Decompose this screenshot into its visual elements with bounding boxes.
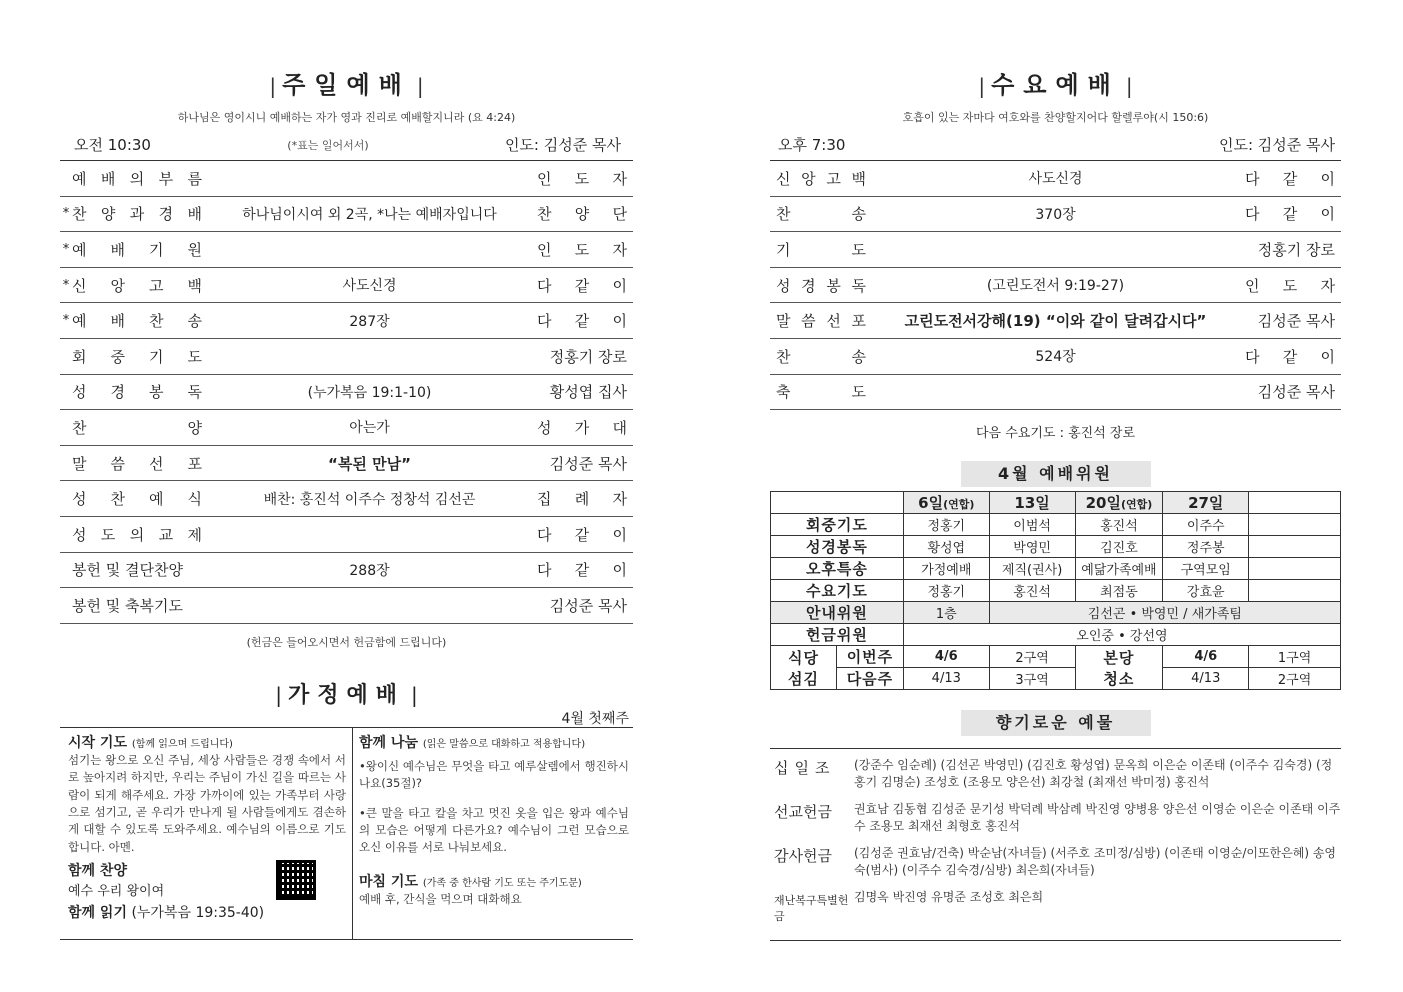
duty-cell: 박영민 <box>989 536 1075 558</box>
clean-label-1: 본당 <box>1103 648 1135 667</box>
order-leader <box>537 168 627 189</box>
char: 배 <box>100 169 116 188</box>
meal-label-1: 식당 <box>788 648 819 667</box>
order-item <box>72 346 202 367</box>
date-day: 6일 <box>918 494 944 513</box>
song-name: 예수 우리 왕이여 <box>68 884 165 900</box>
gift-label: 감사헌금 <box>774 847 832 866</box>
char: 신 <box>72 276 87 295</box>
guide-floor: 1층 <box>903 602 989 624</box>
char: 중 <box>110 347 125 366</box>
char: 신 <box>776 169 791 188</box>
order-row <box>60 446 633 482</box>
char: 같 <box>1282 347 1298 366</box>
order-item <box>72 453 202 474</box>
next-week-label: 다음주 <box>846 670 894 689</box>
order-item <box>72 275 202 296</box>
char: 부 <box>158 169 174 188</box>
sunday-column <box>60 0 633 940</box>
char: 포 <box>187 454 202 473</box>
close-prayer-heading: 마침 기도 (가족 중 한사람 기도 또는 주기도문) <box>359 873 582 890</box>
char: 이 <box>1320 169 1335 188</box>
char: 같 <box>574 276 590 295</box>
duty-header-row <box>771 492 1341 514</box>
char: 선 <box>149 454 164 473</box>
char: 제 <box>187 525 202 544</box>
standing-note: (*표는 일어서서) <box>287 138 369 152</box>
order-row <box>770 303 1341 339</box>
char: 이 <box>612 312 627 331</box>
clean-next-date: 4/13 <box>1163 668 1249 690</box>
family-right <box>353 728 633 939</box>
char: 배 <box>110 240 125 259</box>
char: 경 <box>158 205 174 224</box>
order-item <box>72 488 202 509</box>
duty-label: 성경봉독 <box>771 536 904 558</box>
char: 도 <box>1282 276 1298 295</box>
this-week-label: 이번주 <box>837 646 903 668</box>
order-leader <box>537 310 627 331</box>
meal-next-date: 4/13 <box>903 668 989 690</box>
char: 성 <box>537 418 552 437</box>
char: 이 <box>612 276 627 295</box>
share-question-1: •왕이신 예수님은 무엇을 타고 예루살렘에서 행진하시나요(35절)? <box>359 758 629 791</box>
order-leader <box>1245 346 1335 367</box>
duty-cell: 제직(권사) <box>989 558 1075 580</box>
char: 양 <box>574 205 590 224</box>
order-content: 고린도전서강해(19) “이와 같이 달려갑시다” <box>904 312 1207 331</box>
char: 다 <box>1245 169 1260 188</box>
char: 성 <box>776 276 791 295</box>
char: 다 <box>1245 347 1260 366</box>
duty-corner <box>771 492 904 514</box>
order-item <box>776 168 866 189</box>
char: 축 <box>776 383 791 402</box>
char: 예 <box>149 490 164 509</box>
char: 같 <box>574 561 590 580</box>
duty-title: 4월 예배위원 <box>961 461 1151 487</box>
duty-cell: 예닮가족예배 <box>1075 558 1163 580</box>
char: 다 <box>1245 205 1260 224</box>
char: 경 <box>801 276 816 295</box>
meal-this-group: 2구역 <box>989 646 1075 668</box>
stand-mark: * <box>62 313 70 329</box>
duty-blank <box>1249 558 1341 580</box>
char: 찬 <box>537 205 552 224</box>
offering-note: (헌금은 들어오시면서 헌금함에 드립니다) <box>246 635 447 649</box>
family-title: | 가정예배 | <box>275 682 418 708</box>
sunday-time: 오전 10:30 <box>74 136 151 154</box>
duty-cell: 강효윤 <box>1163 580 1249 602</box>
order-row <box>770 232 1341 268</box>
order-leader <box>537 203 627 224</box>
char: 배 <box>110 312 125 331</box>
wednesday-order-list <box>770 161 1341 410</box>
duty-cell: 홍진석 <box>1075 514 1163 536</box>
order-content: 아는가 <box>349 420 390 437</box>
sunday-verse: 하나님은 영이시니 예배하는 자가 영과 진리로 예배할지니라 (요 4:24) <box>177 111 516 124</box>
order-content: 287장 <box>349 313 390 330</box>
order-content: 524장 <box>1035 349 1076 366</box>
order-content: 288장 <box>349 562 390 579</box>
char: 자 <box>612 240 627 259</box>
order-item <box>72 381 202 402</box>
char: 도 <box>100 525 116 544</box>
duty-row <box>771 536 1341 558</box>
char: 인 <box>1245 276 1260 295</box>
char: 이 <box>612 525 627 544</box>
order-item <box>72 203 202 224</box>
order-row <box>770 339 1341 375</box>
char: 찬 <box>72 418 87 437</box>
order-leader: 김성준 목사 <box>1257 383 1335 402</box>
char: 말 <box>72 454 87 473</box>
char: 집 <box>537 490 552 509</box>
order-row <box>770 197 1341 233</box>
gift-label: 십일조 <box>774 759 836 778</box>
char: 성 <box>72 525 87 544</box>
gift-names: (김성준 권효남/건축) 박순남(자녀들) (서주호 조미정/심방) (이존태 이영순/이또한은혜) 송영숙(범사) (이주수 김숙경/심방) 최은희(자녀들) <box>854 846 1337 878</box>
order-leader <box>1245 275 1335 296</box>
char: 교 <box>158 525 174 544</box>
char: 예 <box>72 240 87 259</box>
char: 단 <box>612 205 627 224</box>
order-row <box>60 268 633 304</box>
order-row <box>60 339 633 375</box>
guide-names: 김선곤 • 박영민 / 새가족팀 <box>989 602 1340 624</box>
char: 자 <box>612 169 627 188</box>
order-leader: 김성준 목사 <box>549 454 627 473</box>
duty-date <box>1075 492 1163 514</box>
char: 기 <box>149 347 164 366</box>
next-prayer-note: 다음 수요기도 : 홍진석 장로 <box>975 426 1136 442</box>
order-leader: 황성엽 집사 <box>549 383 627 402</box>
gift-row <box>770 845 1341 879</box>
wednesday-leader: 인도: 김성준 목사 <box>1218 136 1335 154</box>
order-row <box>60 303 633 339</box>
share-question-2: •큰 말을 타고 칼을 차고 멋진 옷을 입은 왕과 예수님의 모습은 어떻게 다른가요? 예수님이 그런 모습으로 오신 이유를 서로 나눠보세요. <box>359 805 629 855</box>
meal-label-2: 섬김 <box>788 669 819 688</box>
char: 찬 <box>149 312 164 331</box>
char: 앙 <box>801 169 816 188</box>
char: 식 <box>187 490 202 509</box>
meal-title <box>771 646 837 689</box>
char: 인 <box>537 240 552 259</box>
order-item <box>776 310 866 331</box>
char: 의 <box>129 169 145 188</box>
char: 도 <box>187 347 202 366</box>
order-leader <box>1245 203 1335 224</box>
order-content: “복된 만남” <box>328 454 411 473</box>
char: 이 <box>1320 205 1335 224</box>
gift-row <box>770 889 1341 924</box>
order-leader <box>1245 168 1335 189</box>
duty-date <box>989 492 1075 514</box>
duty-date <box>1163 492 1249 514</box>
char: 예 <box>72 169 87 188</box>
gift-label: 선교헌금 <box>774 803 832 822</box>
order-row <box>60 553 633 589</box>
order-leader: 정홍기 장로 <box>1257 240 1335 259</box>
order-item <box>776 239 866 260</box>
sunday-leader: 인도: 김성준 목사 <box>504 136 621 154</box>
order-item <box>776 346 866 367</box>
close-prayer-text: 예배 후, 간식을 먹으며 대화해요 <box>359 891 522 906</box>
duty-label: 오후특송 <box>771 558 904 580</box>
duty-row <box>771 580 1341 602</box>
char: 송 <box>851 347 866 366</box>
char: 대 <box>612 418 627 437</box>
char: 다 <box>537 276 552 295</box>
gift-names: 권효남 김동협 김성준 문기성 박덕례 박삼례 박진영 양병용 양은선 이영순 이은순 이존태 이주수 조용모 최재선 최형호 홍진석 <box>854 802 1341 834</box>
meal-label <box>771 646 904 690</box>
order-leader <box>537 524 627 545</box>
order-content: 사도신경 <box>342 278 397 295</box>
char: 송 <box>851 205 866 224</box>
order-content: 370장 <box>1035 206 1076 223</box>
gift-label: 재난복구특별헌금 <box>774 894 849 924</box>
char: 선 <box>826 312 841 331</box>
duty-blank <box>1249 580 1341 602</box>
order-leader: 정홍기 장로 <box>549 347 627 366</box>
song-row <box>68 860 346 900</box>
char: 봉 <box>826 276 841 295</box>
order-leader <box>537 239 627 260</box>
gift-row <box>770 757 1341 791</box>
wednesday-verse: 호흡이 있는 자마다 여호와를 찬양할지어다 할렐루야(시 150:6) <box>902 111 1209 124</box>
order-leader: 김성준 목사 <box>1257 312 1335 331</box>
char: 봉 <box>149 383 164 402</box>
char: 도 <box>851 240 866 259</box>
wednesday-title: | 수요예배 | <box>978 71 1133 99</box>
char: 송 <box>187 312 202 331</box>
order-item <box>72 417 202 438</box>
order-item <box>72 310 202 331</box>
char: 양 <box>187 418 202 437</box>
char: 같 <box>574 312 590 331</box>
order-row <box>60 517 633 553</box>
duty-cell: 홍진석 <box>989 580 1075 602</box>
char: 원 <box>187 240 202 259</box>
char: 같 <box>1282 169 1298 188</box>
duty-table <box>770 491 1341 690</box>
char: 인 <box>537 169 552 188</box>
qr-code-icon[interactable] <box>276 860 316 900</box>
order-item <box>72 524 202 545</box>
order-item <box>776 381 866 402</box>
stand-mark: * <box>62 206 70 222</box>
order-leader: 김성준 목사 <box>549 596 627 615</box>
guide-row <box>771 602 1341 624</box>
char: 백 <box>851 169 866 188</box>
share-heading: 함께 나눔 (읽은 말씀으로 대화하고 적용합니다) <box>359 734 586 751</box>
family-week: 4월 첫째주 <box>60 708 633 728</box>
date-day: 27일 <box>1188 494 1224 513</box>
gift-names: (강준수 임순례) (김선곤 박영민) (김진호 황성엽) 문옥희 이은순 이존태 (이주수 김숙경) (정홍기 김명순) 조성호 (조용모 양은선) 최강철 (최재선 박미정) 홍진석 <box>854 758 1333 790</box>
order-content: 하나님이시여 외 2곡, *나는 예배자입니다 <box>242 206 497 223</box>
duty-blank <box>1249 536 1341 558</box>
order-row <box>60 410 633 446</box>
char: 독 <box>187 383 202 402</box>
char: 씀 <box>801 312 816 331</box>
song-heading: 함께 찬양 <box>68 863 127 880</box>
duty-blank <box>1249 514 1341 536</box>
order-item: 봉헌 및 축복기도 <box>72 596 183 615</box>
clean-this-group: 1구역 <box>1249 646 1341 668</box>
order-row <box>60 161 633 197</box>
duty-cell: 이범석 <box>989 514 1075 536</box>
date-sub: (연합) <box>943 498 975 512</box>
char: 앙 <box>110 276 125 295</box>
char: 자 <box>612 490 627 509</box>
char: 기 <box>149 240 164 259</box>
duty-cell: 정주봉 <box>1163 536 1249 558</box>
clean-label-2: 청소 <box>1103 669 1135 688</box>
char: 예 <box>72 312 87 331</box>
char: 회 <box>72 347 87 366</box>
order-row <box>60 375 633 411</box>
gift-row <box>770 801 1341 835</box>
order-row <box>770 268 1341 304</box>
reading-row: 함께 읽기 (누가복음 19:35-40) <box>68 905 265 922</box>
order-leader <box>537 275 627 296</box>
family-grid <box>60 728 633 940</box>
gift-names: 김명옥 박진영 유명준 조성호 최은희 <box>854 890 1044 905</box>
offering-label: 헌금위원 <box>771 624 904 646</box>
meal-next-group: 3구역 <box>989 668 1075 690</box>
clean-next-group: 2구역 <box>1249 668 1341 690</box>
duty-cell: 황성엽 <box>903 536 989 558</box>
meal-row-this <box>771 646 1341 668</box>
duty-cell: 가정예배 <box>903 558 989 580</box>
char: 씀 <box>110 454 125 473</box>
duty-label: 수요기도 <box>771 580 904 602</box>
duty-label: 회중기도 <box>771 514 904 536</box>
char: 이 <box>612 561 627 580</box>
order-item <box>72 239 202 260</box>
start-prayer-text: 섬기는 왕으로 오신 주님, 세상 사람들은 경쟁 속에서 서로 높아지려 하지만, 우리는 주님이 가신 길을 따르는 사람이 되게 해주세요. 가장 가까이에 있는 가족부터 사랑으로 섬기고, 곧 우리가 만나게 될 사람들에게도 겸손하게 대할 수 있도록 도와주세요. 예수님의 이름으로 기도합니다. 아멘. <box>68 752 346 854</box>
char: 찬 <box>776 205 791 224</box>
char: 배 <box>187 205 202 224</box>
duty-cell: 정홍기 <box>903 514 989 536</box>
order-row <box>60 481 633 517</box>
char: 성 <box>72 383 87 402</box>
char: 백 <box>187 276 202 295</box>
date-day: 20일 <box>1085 494 1121 513</box>
order-leader <box>537 417 627 438</box>
char: 경 <box>110 383 125 402</box>
offering-names: 오인중 • 강선영 <box>903 624 1340 646</box>
char: 찬 <box>776 347 791 366</box>
char: 성 <box>72 490 87 509</box>
char: 찬 <box>72 205 87 224</box>
char: 양 <box>100 205 116 224</box>
duty-blank <box>1249 492 1341 514</box>
order-leader <box>537 488 627 509</box>
meal-this-date: 4/6 <box>903 646 989 668</box>
sunday-header <box>60 129 633 161</box>
order-content: (누가복음 19:1-10) <box>307 384 432 401</box>
date-sub: (연합) <box>1120 498 1153 512</box>
char: 도 <box>574 169 590 188</box>
duty-cell: 정홍기 <box>903 580 989 602</box>
char: 가 <box>574 418 590 437</box>
char: 례 <box>574 490 590 509</box>
stand-mark: * <box>62 277 70 293</box>
char: 다 <box>537 561 552 580</box>
order-row <box>60 232 633 268</box>
char: 찬 <box>110 490 125 509</box>
char: 포 <box>851 312 866 331</box>
order-content: 사도신경 <box>1028 171 1083 188</box>
duty-date <box>903 492 989 514</box>
duty-cell: 구역모임 <box>1163 558 1249 580</box>
char: 기 <box>776 240 791 259</box>
char: 도 <box>851 383 866 402</box>
order-item <box>72 168 202 189</box>
duty-row <box>771 514 1341 536</box>
duty-cell: 이주수 <box>1163 514 1249 536</box>
char: 같 <box>574 525 590 544</box>
order-leader <box>537 559 627 580</box>
offering-row <box>771 624 1341 646</box>
guide-label: 안내위원 <box>771 602 904 624</box>
duty-row <box>771 558 1341 580</box>
order-row <box>770 375 1341 411</box>
clean-this-date: 4/6 <box>1163 646 1249 668</box>
order-row <box>60 197 633 233</box>
meal-label-wrap <box>771 646 903 689</box>
clean-label <box>1075 646 1163 690</box>
order-content: 배찬: 홍진석 이주수 정창석 김선곤 <box>263 491 476 508</box>
order-content: (고린도전서 9:19-27) <box>986 278 1125 295</box>
order-row <box>770 161 1341 197</box>
wednesday-column <box>770 0 1341 941</box>
gift-list <box>770 748 1341 941</box>
char: 의 <box>129 525 145 544</box>
char: 이 <box>1320 347 1335 366</box>
family-left <box>60 728 353 939</box>
wednesday-time: 오후 7:30 <box>778 136 846 154</box>
stand-mark: * <box>62 241 70 257</box>
char: 말 <box>776 312 791 331</box>
char: 고 <box>826 169 841 188</box>
char: 자 <box>1320 276 1335 295</box>
char: 과 <box>129 205 145 224</box>
char: 다 <box>537 312 552 331</box>
order-item: 봉헌 및 결단찬양 <box>72 561 183 580</box>
wednesday-header <box>770 129 1341 161</box>
date-day: 13일 <box>1014 494 1050 513</box>
char: 름 <box>187 169 202 188</box>
char: 같 <box>1282 205 1298 224</box>
gifts-title: 향기로운 예물 <box>961 710 1151 736</box>
order-item <box>776 275 866 296</box>
duty-cell: 최점동 <box>1075 580 1163 602</box>
sunday-order-list <box>60 161 633 624</box>
duty-cell: 김진호 <box>1075 536 1163 558</box>
meal-weeks <box>837 646 903 689</box>
start-prayer-heading: 시작 기도 (함께 읽으며 드립니다) <box>68 734 233 751</box>
order-item <box>776 203 866 224</box>
char: 독 <box>851 276 866 295</box>
sunday-title: | 주일예배 | <box>269 71 424 99</box>
char: 도 <box>574 240 590 259</box>
char: 다 <box>537 525 552 544</box>
order-row <box>60 588 633 624</box>
char: 고 <box>149 276 164 295</box>
